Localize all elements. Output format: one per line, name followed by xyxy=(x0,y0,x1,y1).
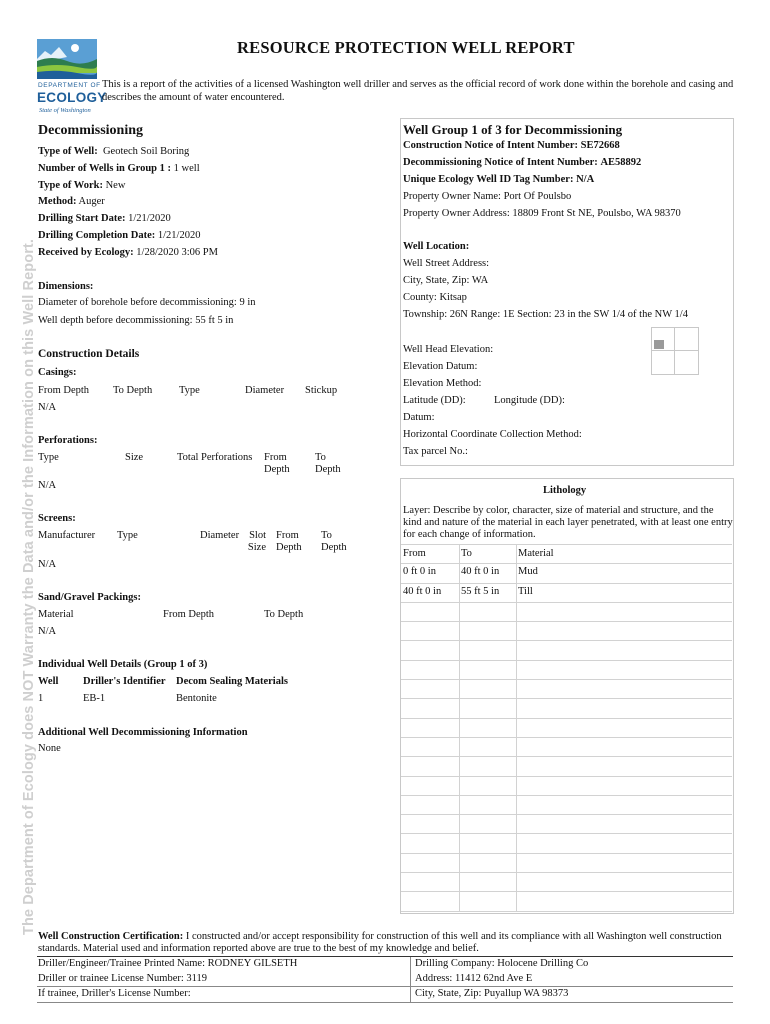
report-intro: This is a report of the activities of a licensed Washington well driller and serves as the official record of work done within the borehole and casing and describes the amount of water encountered. xyxy=(102,79,734,103)
notice-value: N/A xyxy=(576,174,595,185)
lithology-heading: Lithology xyxy=(543,485,587,496)
elevation-method: Elevation Method: xyxy=(403,378,482,389)
certification-rule-3 xyxy=(37,1002,733,1003)
field-value: New xyxy=(105,180,126,191)
trainee-driller-license: If trainee, Driller's License Number: xyxy=(38,988,191,999)
field-drilling-start xyxy=(38,213,171,224)
lithology-row-line xyxy=(401,776,732,777)
lithology-row-line xyxy=(401,853,732,854)
notice-label: Decommissioning Notice of Intent Number: xyxy=(403,157,598,168)
driller-license-number: Driller or trainee License Number: 3119 xyxy=(38,973,208,984)
certification-divider xyxy=(410,957,411,1002)
city-state-zip: City, State, Zip: WA xyxy=(403,275,489,286)
logo-state-line: State of Washington xyxy=(39,107,91,114)
decommissioning-notice xyxy=(403,157,641,168)
field-value: 1/28/2020 3:06 PM xyxy=(136,247,218,258)
lithology-row-line xyxy=(401,640,732,641)
certification-text: I constructed and/or accept responsibility for construction of this well and its compliance with all Washington well construction standards. Material used and information reported above are true to the best of my knowledge and belief. xyxy=(38,931,722,954)
lithology-row-line xyxy=(401,737,732,738)
construction-notice xyxy=(403,140,620,151)
additional-info-value: None xyxy=(38,743,61,754)
section-grid-marker xyxy=(654,340,664,349)
notice-label: Unique Ecology Well ID Tag Number: xyxy=(403,174,574,185)
lithology-row-2-to: 55 ft 5 in xyxy=(461,586,500,597)
lithology-col-material: Material xyxy=(518,548,554,559)
notice-value: SE72668 xyxy=(580,140,620,151)
field-value: 1/21/2020 xyxy=(157,230,201,241)
notice-value: AE58892 xyxy=(600,157,642,168)
screens-heading: Screens: xyxy=(38,513,76,524)
field-type-of-work xyxy=(38,180,125,191)
screens-col-from-depth: From Depth xyxy=(276,530,302,553)
well-location-heading: Well Location: xyxy=(403,241,470,252)
lithology-row-1-to: 40 ft 0 in xyxy=(461,566,500,577)
lithology-row-2-material: Till xyxy=(518,586,533,597)
well-head-elevation: Well Head Elevation: xyxy=(403,344,494,355)
company-city-state-zip: City, State, Zip: Puyallup WA 98373 xyxy=(415,988,569,999)
screens-col-to-depth: To Depth xyxy=(321,530,347,553)
lithology-col-line xyxy=(516,544,517,912)
casings-col-stickup: Stickup xyxy=(305,385,338,396)
ecology-logo-mark xyxy=(37,39,97,79)
certification-rule-2 xyxy=(37,986,733,987)
lithology-row-line xyxy=(401,756,732,757)
field-drilling-completion xyxy=(38,230,200,241)
packings-value: N/A xyxy=(38,626,57,637)
individual-col-materials: Decom Sealing Materials xyxy=(176,676,288,687)
ecology-well-id xyxy=(403,174,594,185)
individual-well-heading: Individual Well Details (Group 1 of 3) xyxy=(38,659,208,670)
lithology-row-line xyxy=(401,660,732,661)
individual-col-well: Well xyxy=(38,676,59,687)
field-label: Drilling Start Date: xyxy=(38,213,126,224)
field-label: Received by Ecology: xyxy=(38,247,134,258)
casings-col-diameter: Diameter xyxy=(245,385,285,396)
lithology-description: Layer: Describe by color, character, size of material and structure, and the kind and nature of the material in each layer penetrated, with at least one entry for each change of information. xyxy=(403,505,733,540)
section-grid-vline xyxy=(674,328,675,374)
lithology-row-line xyxy=(401,621,732,622)
field-label: Method: xyxy=(38,196,77,207)
perforations-col-total: Total Perforations xyxy=(177,452,253,463)
perforations-col-from-depth: From Depth xyxy=(264,452,290,475)
section-grid xyxy=(651,327,699,375)
well-group-heading: Well Group 1 of 3 for Decommissioning xyxy=(403,122,623,137)
driller-printed-name: Driller/Engineer/Trainee Printed Name: RODNEY GILSETH xyxy=(38,958,298,969)
lithology-col-from: From xyxy=(403,548,426,559)
latitude: Latitude (DD): xyxy=(403,395,466,406)
section-grid-hline xyxy=(652,350,698,351)
disclaimer-watermark: The Department of Ecology does NOT Warranty the Data and/or the Information on this Well Report. xyxy=(21,239,37,935)
lithology-row-line xyxy=(401,698,732,699)
lithology-row-line xyxy=(401,833,732,834)
lithology-row-line xyxy=(401,891,732,892)
notice-label: Construction Notice of Intent Number: xyxy=(403,140,578,151)
perforations-col-to-depth: To Depth xyxy=(315,452,341,475)
perforations-col-size: Size xyxy=(125,452,144,463)
lithology-row-line xyxy=(401,814,732,815)
individual-row-well: 1 xyxy=(38,693,44,704)
field-label: Type of Work: xyxy=(38,180,103,191)
longitude: Longitude (DD): xyxy=(494,395,565,406)
decommissioning-heading: Decommissioning xyxy=(38,123,143,138)
dimensions-heading: Dimensions: xyxy=(38,281,94,292)
logo-name: ECOLOGY xyxy=(37,90,107,105)
screens-col-manufacturer: Manufacturer xyxy=(38,530,96,541)
company-address: Address: 11412 62nd Ave E xyxy=(415,973,533,984)
packings-col-from-depth: From Depth xyxy=(163,609,215,620)
field-label: Drilling Completion Date: xyxy=(38,230,156,241)
field-type-of-well xyxy=(38,146,189,157)
lithology-row-line xyxy=(401,679,732,680)
lithology-row-line xyxy=(401,583,732,584)
casings-value: N/A xyxy=(38,402,57,413)
lithology-row-1-from: 0 ft 0 in xyxy=(403,566,436,577)
property-owner-address: Property Owner Address: 18809 Front St NE, Poulsbo, WA 98370 xyxy=(403,208,681,219)
screens-value: N/A xyxy=(38,559,57,570)
certification-rule-1 xyxy=(37,956,733,957)
lithology-row-line xyxy=(401,602,732,603)
perforations-col-type: Type xyxy=(38,452,59,463)
well-depth: Well depth before decommissioning: 55 ft 5 in xyxy=(38,315,234,326)
individual-col-identifier: Driller's Identifier xyxy=(83,676,166,687)
perforations-value: N/A xyxy=(38,480,57,491)
additional-info-heading: Additional Well Decommissioning Information xyxy=(38,727,248,738)
township-range-section: Township: 26N Range: 1E Section: 23 in the SW 1/4 of the NW 1/4 xyxy=(403,309,688,320)
lithology-col-line xyxy=(459,544,460,912)
drilling-company: Drilling Company: Holocene Drilling Co xyxy=(415,958,589,969)
screens-col-slot-size: Slot Size xyxy=(247,530,266,553)
lithology-row-line xyxy=(401,795,732,796)
construction-details-heading: Construction Details xyxy=(38,348,140,360)
casings-col-to-depth: To Depth xyxy=(113,385,153,396)
report-title: RESOURCE PROTECTION WELL REPORT xyxy=(237,38,575,57)
well-street-address: Well Street Address: xyxy=(403,258,490,269)
tax-parcel: Tax parcel No.: xyxy=(403,446,468,457)
packings-col-to-depth: To Depth xyxy=(264,609,304,620)
lithology-row-line xyxy=(401,872,732,873)
individual-row-materials: Bentonite xyxy=(176,693,217,704)
lithology-row-line xyxy=(401,911,732,912)
ecology-logo xyxy=(37,39,107,117)
lithology-row-1-material: Mud xyxy=(518,566,538,577)
packings-heading: Sand/Gravel Packings: xyxy=(38,592,141,603)
field-value: 1/21/2020 xyxy=(128,213,171,224)
logo-dept-line: DEPARTMENT OF xyxy=(38,82,101,89)
screens-col-diameter: Diameter xyxy=(200,530,240,541)
field-value: Auger xyxy=(78,196,105,207)
field-value: 1 well xyxy=(173,163,200,174)
property-owner-name: Property Owner Name: Port Of Poulsbo xyxy=(403,191,572,202)
field-label: Type of Well: xyxy=(38,146,98,157)
field-number-of-wells xyxy=(38,163,200,174)
lithology-row-line xyxy=(401,544,732,545)
county: County: Kitsap xyxy=(403,292,467,303)
casings-heading: Casings: xyxy=(38,367,77,378)
certification-statement xyxy=(38,931,728,955)
coordinate-method: Horizontal Coordinate Collection Method: xyxy=(403,429,582,440)
packings-col-material: Material xyxy=(38,609,74,620)
screens-col-type: Type xyxy=(117,530,138,541)
lithology-col-to: To xyxy=(461,548,472,559)
casings-col-type: Type xyxy=(179,385,200,396)
perforations-heading: Perforations: xyxy=(38,435,98,446)
casings-col-from-depth: From Depth xyxy=(38,385,90,396)
field-method xyxy=(38,196,105,207)
lithology-row-2-from: 40 ft 0 in xyxy=(403,586,442,597)
datum: Datum: xyxy=(403,412,435,423)
lithology-row-line xyxy=(401,718,732,719)
elevation-datum: Elevation Datum: xyxy=(403,361,478,372)
lithology-row-line xyxy=(401,563,732,564)
certification-label: Well Construction Certification: xyxy=(38,931,184,942)
field-label: Number of Wells in Group 1 : xyxy=(38,163,172,174)
borehole-diameter: Diameter of borehole before decommissioning: 9 in xyxy=(38,297,256,308)
field-value: Geotech Soil Boring xyxy=(102,146,190,157)
field-received-by-ecology xyxy=(38,247,218,258)
individual-row-identifier: EB-1 xyxy=(83,693,106,704)
